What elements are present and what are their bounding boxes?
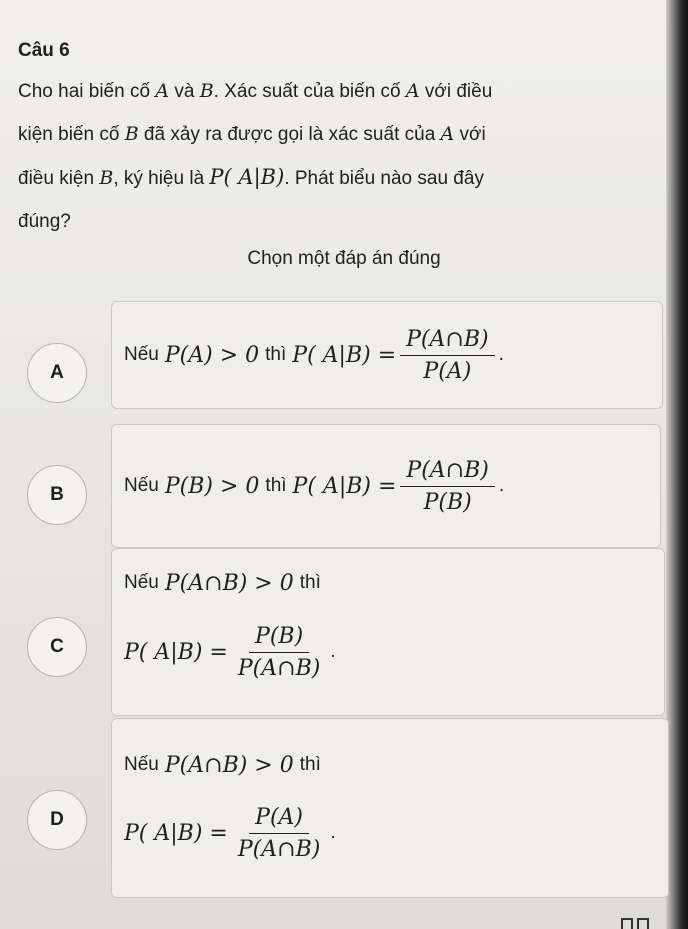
var-b: B (199, 80, 214, 102)
var-a: A (405, 80, 420, 102)
option-d-formula-line (124, 791, 336, 875)
option-b-box[interactable] (111, 424, 661, 548)
option-c-radio[interactable] (27, 617, 87, 677)
numerator: P(A) (249, 805, 309, 834)
numerator: P(A∩B) (400, 458, 494, 487)
option-c-box[interactable] (111, 548, 665, 716)
period: . (498, 344, 504, 365)
notation: P( A|B) (209, 165, 285, 189)
option-d-condition-line (124, 745, 321, 785)
option-a-content (124, 316, 504, 394)
condition: P(A) > 0 (164, 342, 260, 368)
option-d-radio[interactable] (27, 790, 87, 850)
partial-icon (620, 915, 654, 929)
text: với điều (419, 81, 493, 102)
lhs: P( A|B) = (124, 639, 228, 665)
fraction (232, 805, 326, 862)
lhs: P( A|B) = (124, 820, 228, 846)
option-letter: D (50, 809, 64, 830)
text: . Xác suất của biến cố (213, 81, 406, 102)
text: kiện biến cố (18, 124, 125, 145)
var-b: B (124, 123, 139, 145)
condition: P(A∩B) > 0 (164, 752, 294, 778)
instruction: Chọn một đáp án đúng (247, 248, 441, 269)
text: Cho hai biến cố (18, 81, 156, 102)
option-letter: C (50, 636, 64, 657)
var-a: A (440, 123, 455, 145)
text: , ký hiệu là (113, 168, 210, 189)
option-b-radio[interactable] (27, 465, 87, 525)
option-letter: A (50, 362, 64, 383)
option-d-box[interactable] (111, 718, 669, 898)
fraction (400, 327, 494, 384)
text: và (169, 81, 200, 102)
if-word: Nếu (124, 572, 159, 593)
if-word: Nếu (124, 754, 159, 775)
if-word: Nếu (124, 344, 159, 365)
condition: P(A∩B) > 0 (164, 570, 294, 596)
period: . (330, 822, 336, 843)
numerator: P(B) (249, 624, 309, 653)
fraction (232, 624, 326, 681)
numerator: P(A∩B) (400, 327, 494, 356)
screen-edge (666, 0, 688, 929)
period: . (330, 641, 336, 662)
option-b-content (124, 447, 504, 525)
denominator: P(A∩B) (237, 836, 321, 862)
lhs: P( A|B) = (292, 342, 397, 368)
var-a: A (155, 80, 170, 102)
question-title: Câu 6 (18, 40, 70, 61)
period: . (498, 475, 505, 496)
option-letter: B (50, 484, 64, 505)
text: điều kiện (18, 168, 100, 189)
var-b: B (99, 167, 114, 189)
then-word: thì (299, 572, 321, 593)
question-line-4: đúng? (18, 211, 71, 232)
option-c-condition-line (124, 563, 321, 603)
denominator: P(B) (423, 489, 472, 515)
question-text (18, 70, 638, 243)
text: với (454, 124, 486, 145)
denominator: P(A∩B) (237, 655, 321, 681)
then-word: thì (265, 344, 287, 365)
option-a-radio[interactable] (27, 343, 87, 403)
text: đã xảy ra được gọi là xác suất của (138, 124, 441, 145)
denominator: P(A) (423, 358, 472, 384)
text: . Phát biểu nào sau đây (284, 168, 484, 189)
option-c-formula-line (124, 611, 336, 693)
if-word: Nếu (124, 475, 159, 496)
question-line-3 (18, 156, 638, 200)
then-word: thì (299, 754, 321, 775)
fraction (400, 458, 494, 515)
question-line-2 (18, 113, 638, 156)
option-a-box[interactable] (111, 301, 663, 409)
then-word: thì (265, 475, 287, 496)
question-line-1 (18, 70, 638, 113)
lhs: P( A|B) = (292, 473, 397, 499)
condition: P(B) > 0 (164, 473, 260, 499)
